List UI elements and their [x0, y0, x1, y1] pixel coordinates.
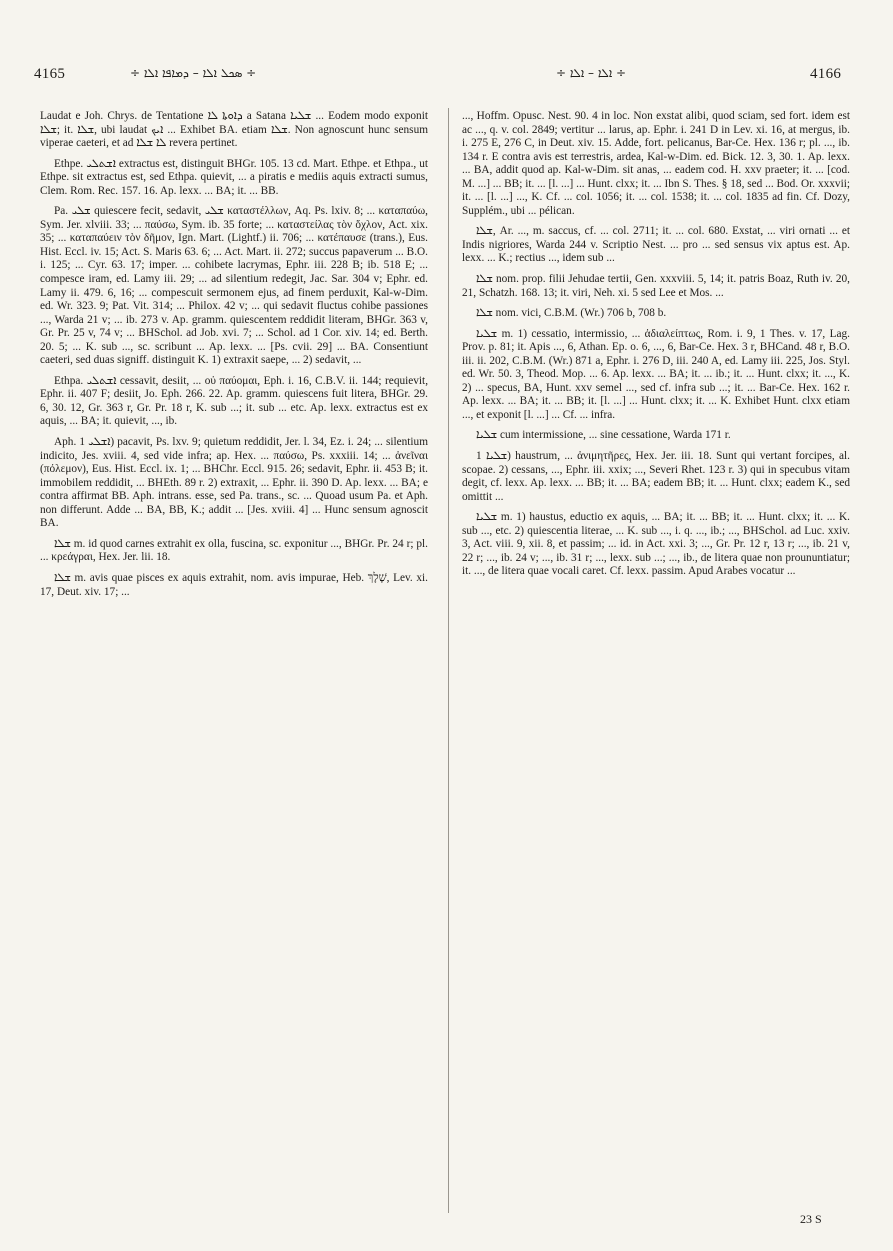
entry-paragraph: ܫܠܐ nom. prop. filii Jehudae tertii, Gen. xxxviii. 5, 14; it. patris Boaz, Ruth iv. 20, 21, Schatzh. 168. 13; it. viri, Neh. xi. 5 sed Lee et Mos. ... — [462, 273, 850, 299]
entry-paragraph: Ethpa. ܐܫܬܠܝ cessavit, desiit, ... οὐ παύομαι, Eph. i. 16, C.B.V. ii. 144; requievit, Ephr. ii. 407 F; desiit, Jo. Eph. 266. 22. Ap. gramm. quiescens fuit litera, BHGr. 29. 6, 30. 12, Gr. 363 r, Gr. Pr. 18 r, K. sub ...; it. sub ... etc. Ap. lexx. extractus est ex aquis, ... BA; it. quievit, ..., ib. — [40, 374, 429, 428]
column-divider — [448, 108, 449, 1213]
entry-paragraph: ܫܠܐ nom. vici, C.B.M. (Wr.) 706 b, 708 b. — [476, 307, 667, 320]
signature-mark: 23 S — [800, 1212, 822, 1226]
entry-paragraph: ܫܠܝܐ cum intermissione, ... sine cessatione, Warda 171 r. — [476, 429, 731, 442]
right-running-head: ÷ ܐܠܐ – ܐܠܐ ÷ — [556, 66, 627, 80]
entry-paragraph: Ethpe. ܐܫܬܠܝ extractus est, distinguit BHGr. 105. 13 cd. Mart. Ethpe. et Ethpa., ut Ethpe. sit extractus est, sed Ethpa. quievit, ... a piratis e mediis aquis extracti sumus, Clem. Rom. Rec. 157. 16. Ap. lexx. ... BA; it. ... BB. — [40, 157, 428, 197]
right-column — [462, 110, 850, 586]
entry-paragraph: ܫܠܐ m. avis quae pisces ex aquis extrahit, nom. avis impurae, Heb. שָׁלָךְ, Lev. xi. 17, Deut. xiv. 17; ... — [40, 571, 428, 598]
entry-paragraph: Laudat e Joh. Chrys. de Tentatione ܕܐܘܬܐ ܠܐ a Satana ܫܠܝܐ ... Eodem modo exponit ܫܠܐ; it. ܫܠܐ, ubi laudat ܐܝܟ ... Exhibet BA. etiam ܫܠܐ. Non agnoscunt hunc sensum viperae caeteri, et ad ܠܐ ܫܠܐ revera pertinet. — [40, 110, 429, 150]
left-column — [40, 110, 428, 606]
entry-paragraph: ܫܠܝܐ m. 1) haustus, eductio ex aquis, ... BA; it. ... BB; it. ... Hunt. clxx; it. ... K. sub ..., etc. 2) quiescentia literae, ... K. sub ..., i. q. ..., ib.; ..., BHSchol. ad Luc. xxiv. 3, Act. viii. 9, xii. 8, et passim; ... id. in Act. xxi. 3; ..., Gr. Pr. 12 r, 13 r; ..., ib. 21 v, 22 r; ..., ib. 24 v; ..., ib. 31 r; ..., lexx. sub ...; ..., ib., de litera quae non proununtiatur; it. ..., de litera quae vocali caret. Cf. lexx. passim. Apud Arabes vocatur ... — [462, 511, 850, 578]
entry-paragraph: ܫܠܝܐ 1) haustrum, ... ἀνιμητῆρες, Hex. Jer. iii. 18. Sunt qui vertant forcipes, al. scopae. 2) cessans, ..., Ephr. iii. xxix; ..., Severi Rhet. 123 r. 3) qui in specubus vitam degit, cf. lexx. Ap. lexx. ... BB; it. ... BA; eadem BB; it. ... Hunt. clxx; eadem K., sed omittit ... — [462, 450, 850, 503]
entry-paragraph: Aph. ܐܫܠܝ 1) pacavit, Ps. lxv. 9; quietum reddidit, Jer. l. 34, Ez. i. 24; ... silentium indicito, Jes. xviii. 4, sed vide infra; ap. Hex. ... παύσω, Ps. xxxiii. 14; ... ἀνεῖναι (πόλεμον), Eus. Hist. Eccl. ix. 1; ... BHChr. Eccl. 915. 26; sedavit, Ephr. ii. 453 B; it. immobilem reddidit, ... BHEth. 89 r. 2) extraxit, ... Ephr. ii. 390 D. Ap. lexx. ... BA; e contra affirmat BB. Aph. intrans. esse, sed Pa. trans., sc. ... Quoad usum Pa. et Aph. non differunt. Adde ... BA, BB, K.; addit ... [Jes. xviii. 4] ... Hunc sensum agnoscit BA. — [40, 436, 428, 530]
entry-paragraph: ܫܠܐ m. id quod carnes extrahit ex olla, fuscina, sc. exponitur ..., BHGr. Pr. 24 r; pl. ... κρεάγραι, Hex. Jer. lii. 18. — [40, 537, 428, 564]
entry-paragraph: ܫܠܐ, Ar. ..., m. saccus, cf. ... col. 2711; it. ... col. 680. Exstat, ... viri ornati ... et Indis nigriores, Warda 244 v. Scriptio Nest. ... pro ... sed sensus vix aptus est. Ap. lexx. ... K.; rectius ..., idem sub ... — [462, 225, 850, 265]
entry-paragraph: ܫܠܝܐ m. 1) cessatio, intermissio, ... ἀδιαλείπτως, Rom. i. 9, 1 Thes. v. 17, Lag. Prov. p. 81; it. Apis ..., 6, Athan. Ep. o. 6, ..., 6, Bar-Ce. Hex. 3 r, BHCand. 48 r, B.O. iii. ii. 202, C.B.M. (Wr.) 871 a, Ephr. i. 276 D, iii. 240 A, ed. Lamy iii. 225, Jos. Styl. ed. Wr. 50. 3, Theod. Mop. ... 6. Ap. lexx. ... BA; it. ... ib.; it. ... Hunt. clxx; it. ..., K. 2) ... specus, BA, Hunt. xxv semel ..., sed cf. infra sub ...; it. ... Bar-Ce. Hex. 162 r. Ap. lexx. ... BA; it. ... BB; it. [l. ...] ... Hunt. clxx; it. ... K. Exhibet Hunt. clxx etiam ..., et exponit [l. ...] ... Cf. ... infra. — [462, 327, 850, 421]
entry-paragraph: Pa. ܫܠܝ quiescere fecit, sedavit, ܫܠܝ καταστέλλων, Aq. Ps. lxiv. 8; ... καταπαύω, Sym. Jer. xlviii. 33; ... παύσω, Sym. ib. 35 forte; ... καταστείλας τὸν ὄχλον, Act. xix. 35; ... καταπαύειν τὸν δῆμον, Ign. Mart. (Lightf.) ii. 706; ... κατέπαυσε (trans.), Eus. Hist. Eccl. iv. 15; Act. S. Maris 63. 6; ... Act. Mart. ii. 272; succus papaverum ... B.O. i. 125; ... Cyr. 63. 17; imper. ... cohibete lacrymas, Ephr. iii. 228 B; ib. 518 E; ... compesce iram, ed. Lamy iii. 29; ... ad silentium redegit, Jac. Sar. 304 v; Ephr. ed. Lamy ii. 479. 6, 16; ... compescuit sermonem ejus, ad finem perduxit, Kal-w-Dim. ed. Wr. 323. 9; Pat. Vit. 314; ... Philox. 42 v; ... qui sedavit fluctus cohibe passiones ..., Warda 21 v; ... ib. 273 v. Ap. gramm. quiescentem reddidit literam, BHGr. 363 v, Gr. Pr. 25 v, 74 v; ... BHSchol. ad Job. xvi. 7; ... Schol. ad 1 Cor. xiv. 14; ed. Berth. 20. 5; ... K. sub ..., sc. scribunt ... Ap. lexx. ... [Ps. cvii. 29] ... BA. Consentiunt caeteri, sed duas signiff. distinguit K. 1) extraxit saepe, ... 2) sedavit, ... — [40, 205, 428, 367]
left-page-number: 4165 — [34, 66, 66, 82]
entry-paragraph: ..., Hoffm. Opusc. Nest. 90. 4 in loc. Non exstat alibi, quod sciam, sed fort. idem est ac ..., q. v. col. 2849; vertitur ... larus, ap. Ephr. i. 241 D in Lev. xi. 16, at mergus, ib. i. 275 E, 276 C, in Deut. xiv. 15. Adde, fort. pelicanus, Bar-Ce. Hex. 136 r; pl. ..., ib. 134 r. E contra avis est terrestris, ardea, Kal-w-Dim. ed. Bick. 12. 3, 30. 1. Ap. lexx. ... BA, addit quod ap. Kal-w-Dim. sit anas, ... eadem cod. H. xxv praeter; it. ... [cod. M. ...] ... BB; it. ... [l. ...] ... Hunt. clxx; it. ... Ibn S. Thes. § 18, sed ... Bod. Or. xxxvii; it. ... [l. ...] ..., K. Cf. ... col. 1056; it. ... col. 1538; it. ... col. 1835 ad fin. Cf. Dozy, Supplém., ubi ... pélican. — [462, 110, 850, 217]
right-page-number: 4166 — [810, 66, 842, 82]
left-running-head: ÷ ܣܟܠ ܐܠܐ – ܕܡܐܦܐ ܐܠܐ ÷ — [130, 66, 257, 80]
